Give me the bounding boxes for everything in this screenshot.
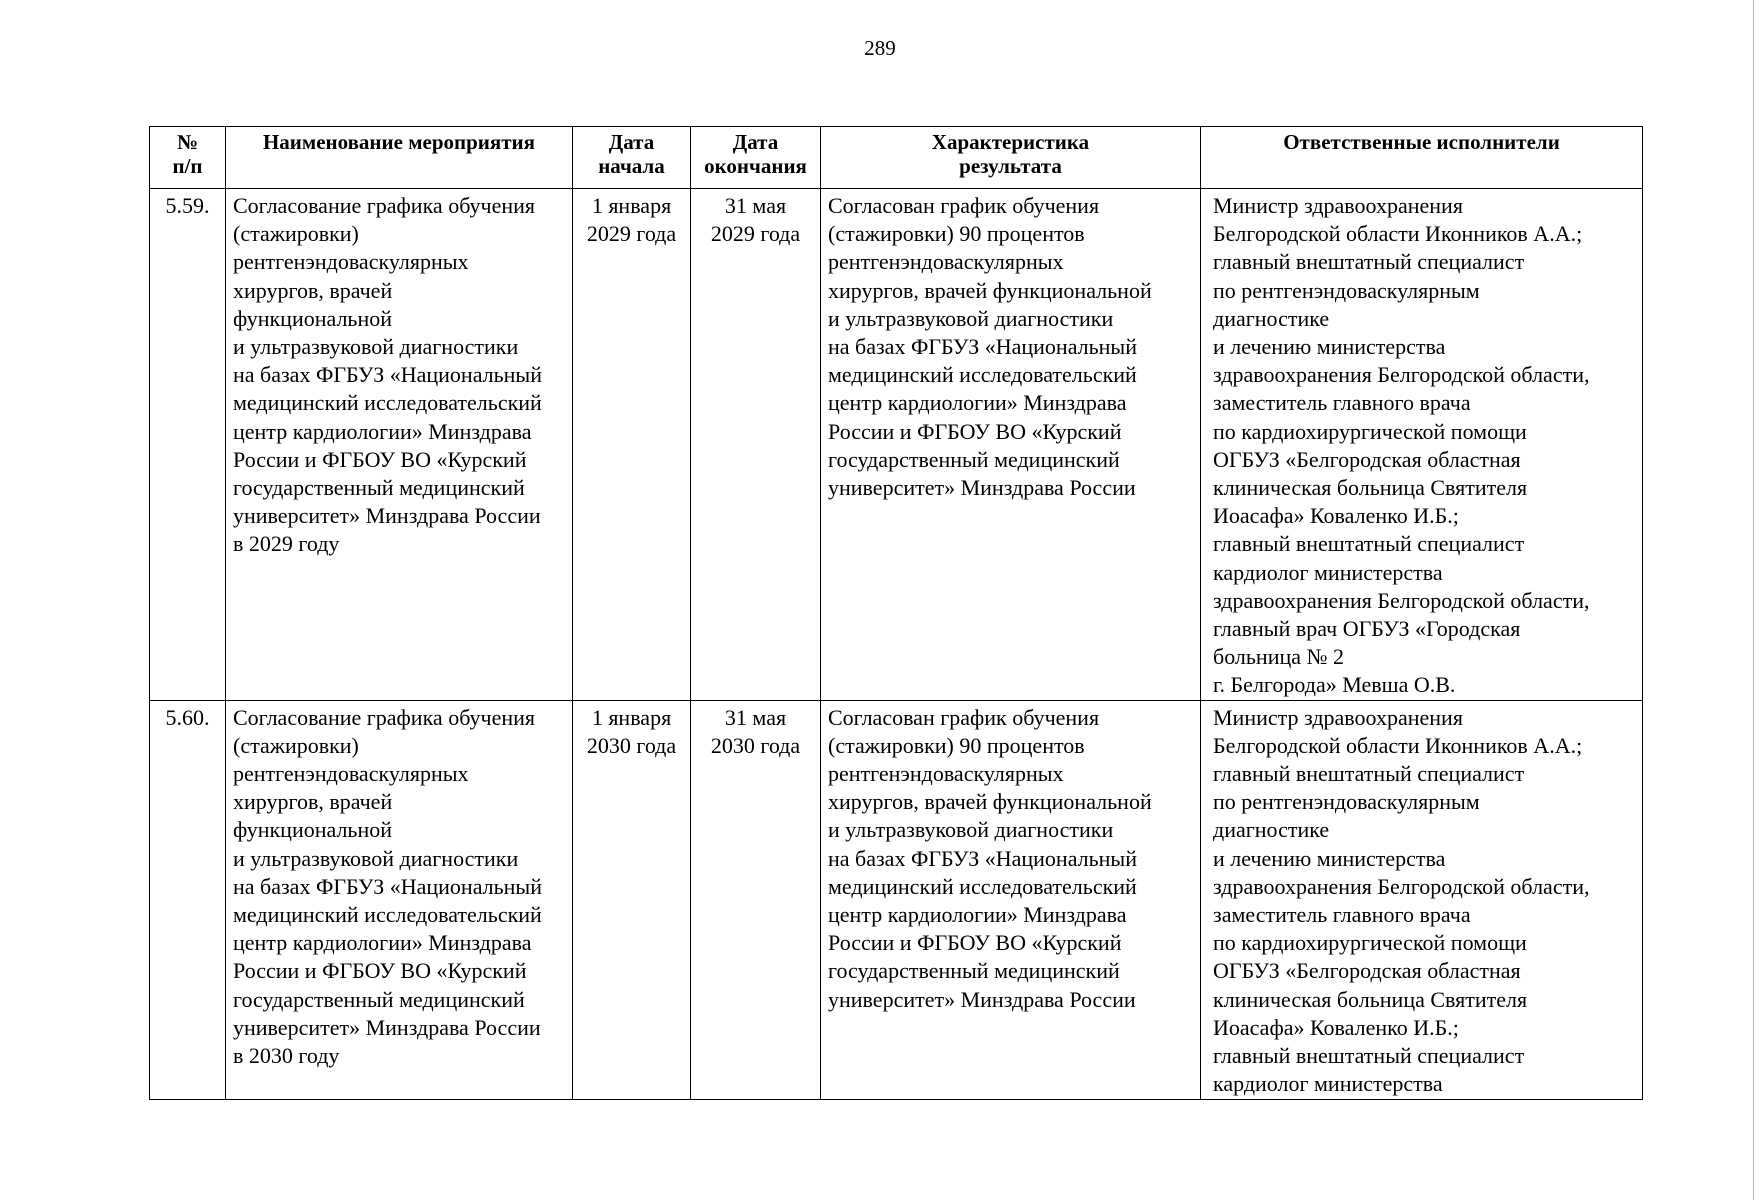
event-name-line: рентгенэндоваскулярных <box>233 761 469 787</box>
event-name-line: (стажировки) <box>233 221 359 247</box>
header-result <box>821 127 1201 189</box>
cell-event-name <box>226 700 573 1099</box>
cell-responsible <box>1201 189 1643 701</box>
responsible-line: и лечению министерства <box>1213 334 1446 360</box>
table-body <box>150 189 1643 1100</box>
header-result-line1: Характеристика <box>931 130 1090 154</box>
event-name-line: медицинский исследовательский <box>233 902 542 928</box>
event-name-line: государственный медицинский <box>233 475 525 501</box>
responsible-line: Иоасафа» Коваленко И.Б.; <box>1213 503 1459 529</box>
cell-end-date <box>691 700 821 1099</box>
header-event-name <box>226 127 573 189</box>
result-line: центр кардиологии» Минздрава <box>828 390 1127 416</box>
responsible-line: заместитель главного врача <box>1213 390 1471 416</box>
header-event-name-line1: Наименование мероприятия <box>262 130 536 154</box>
responsible-line: Иоасафа» Коваленко И.Б.; <box>1213 1014 1459 1040</box>
result-line: на базах ФГБУЗ «Национальный <box>828 334 1137 360</box>
start-date-line: 1 января <box>591 704 672 730</box>
start-date-line: 2030 года <box>586 732 677 758</box>
responsible-line: Министр здравоохранения <box>1213 704 1463 730</box>
end-date-line: 31 мая <box>724 704 787 730</box>
responsible-line: Министр здравоохранения <box>1213 193 1463 218</box>
cell-end-date <box>691 189 821 701</box>
responsible-line: заместитель главного врача <box>1213 902 1471 928</box>
result-line: (стажировки) 90 процентов <box>828 221 1085 247</box>
table-row <box>150 189 1643 701</box>
responsible-line: клиническая больница Святителя <box>1213 475 1528 501</box>
event-name-line: России и ФГБОУ ВО «Курский <box>233 958 527 984</box>
header-responsible-line1: Ответственные исполнители <box>1283 130 1560 154</box>
header-number <box>150 127 226 189</box>
result-line: (стажировки) 90 процентов <box>828 732 1085 758</box>
event-name-line: Согласование графика обучения <box>233 704 536 730</box>
result-line: России и ФГБОУ ВО «Курский <box>828 930 1122 956</box>
responsible-line: г. Белгорода» Мевша О.В. <box>1213 672 1456 698</box>
responsible-line: здравоохранения Белгородской области, <box>1213 362 1590 388</box>
start-date-line: 1 января <box>591 193 672 218</box>
result-line: центр кардиологии» Минздрава <box>828 902 1127 928</box>
table-header <box>150 127 1643 189</box>
responsible-line: кардиолог министерства <box>1213 559 1443 585</box>
table-row <box>150 700 1643 1099</box>
event-name-line: рентгенэндоваскулярных <box>233 249 469 275</box>
event-name-line: на базах ФГБУЗ «Национальный <box>233 873 542 899</box>
result-line: государственный медицинский <box>828 446 1120 472</box>
responsible-line: главный внештатный специалист <box>1213 761 1525 787</box>
header-end-date <box>691 127 821 189</box>
cell-result <box>821 700 1201 1099</box>
result-line: Согласован график обучения <box>828 193 1100 218</box>
result-line: России и ФГБОУ ВО «Курский <box>828 418 1122 444</box>
responsible-line: больница № 2 <box>1213 644 1344 670</box>
responsible-line: Белгородской области Иконников А.А.; <box>1213 732 1583 758</box>
cell-responsible <box>1201 700 1643 1099</box>
result-line: на базах ФГБУЗ «Национальный <box>828 845 1137 871</box>
scan-edge-divider <box>1753 0 1754 1200</box>
event-name-line: функциональной <box>233 817 393 843</box>
event-name-line: (стажировки) <box>233 732 359 758</box>
header-responsible <box>1201 127 1643 189</box>
result-line: университет» Минздрава России <box>828 986 1136 1012</box>
header-end-date-line2: окончания <box>704 154 807 178</box>
result-line: рентгенэндоваскулярных <box>828 249 1064 275</box>
event-name-line: функциональной <box>233 305 393 331</box>
event-name-line: в 2030 году <box>233 1043 340 1069</box>
responsible-line: кардиолог министерства <box>1213 1071 1443 1097</box>
event-name-line: университет» Минздрава России <box>233 503 541 529</box>
responsible-line: диагностике <box>1213 305 1330 331</box>
responsible-line: главный врач ОГБУЗ «Городская <box>1213 616 1521 642</box>
header-start-date-line2: начала <box>598 154 665 178</box>
cell-start-date <box>573 700 691 1099</box>
result-line: хирургов, врачей функциональной <box>828 789 1152 815</box>
header-end-date-line1: Дата <box>732 130 779 154</box>
header-start-date <box>573 127 691 189</box>
responsible-line: по кардиохирургической помощи <box>1213 418 1527 444</box>
responsible-line: главный внештатный специалист <box>1213 249 1525 275</box>
result-line: и ультразвуковой диагностики <box>828 305 1114 331</box>
event-name-line: центр кардиологии» Минздрава <box>233 930 532 956</box>
header-row <box>150 127 1643 189</box>
responsible-line: здравоохранения Белгородской области, <box>1213 873 1590 899</box>
end-date-line: 2030 года <box>710 732 801 758</box>
result-line: Согласован график обучения <box>828 704 1100 730</box>
result-line: хирургов, врачей функциональной <box>828 277 1152 303</box>
responsible-line: здравоохранения Белгородской области, <box>1213 587 1590 613</box>
cell-number: 5.59. <box>150 189 226 701</box>
responsible-line: по кардиохирургической помощи <box>1213 930 1527 956</box>
end-date-line: 2029 года <box>710 221 801 247</box>
responsible-line: клиническая больница Святителя <box>1213 986 1528 1012</box>
cell-start-date <box>573 189 691 701</box>
cell-event-name <box>226 189 573 701</box>
event-name-line: хирургов, врачей <box>233 277 393 303</box>
responsible-line: главный внештатный специалист <box>1213 1043 1525 1069</box>
responsible-line: и лечению министерства <box>1213 845 1446 871</box>
event-name-line: и ультразвуковой диагностики <box>233 334 519 360</box>
responsible-line: диагностике <box>1213 817 1330 843</box>
responsible-line: по рентгенэндоваскулярным <box>1213 277 1480 303</box>
event-name-line: государственный медицинский <box>233 986 525 1012</box>
event-name-line: России и ФГБОУ ВО «Курский <box>233 446 527 472</box>
responsible-line: ОГБУЗ «Белгородская областная <box>1213 446 1521 472</box>
cell-result <box>821 189 1201 701</box>
event-name-line: на базах ФГБУЗ «Национальный <box>233 362 542 388</box>
header-number-line1: № <box>176 130 199 154</box>
header-result-line2: результата <box>959 154 1062 178</box>
result-line: рентгенэндоваскулярных <box>828 761 1064 787</box>
responsible-line: главный внештатный специалист <box>1213 531 1525 557</box>
responsible-line: по рентгенэндоваскулярным <box>1213 789 1480 815</box>
event-name-line: центр кардиологии» Минздрава <box>233 418 532 444</box>
result-line: университет» Минздрава России <box>828 475 1136 501</box>
event-name-line: университет» Минздрава России <box>233 1014 541 1040</box>
result-line: медицинский исследовательский <box>828 873 1137 899</box>
cell-number: 5.60. <box>150 700 226 1099</box>
result-line: государственный медицинский <box>828 958 1120 984</box>
event-name-line: и ультразвуковой диагностики <box>233 845 519 871</box>
event-name-line: медицинский исследовательский <box>233 390 542 416</box>
start-date-line: 2029 года <box>586 221 677 247</box>
responsible-line: ОГБУЗ «Белгородская областная <box>1213 958 1521 984</box>
header-number-line2: п/п <box>172 154 203 178</box>
header-start-date-line1: Дата <box>608 130 655 154</box>
event-name-line: в 2029 году <box>233 531 340 557</box>
result-line: медицинский исследовательский <box>828 362 1137 388</box>
event-name-line: Согласование графика обучения <box>233 193 536 218</box>
events-table <box>149 126 1643 1100</box>
event-name-line: хирургов, врачей <box>233 789 393 815</box>
result-line: и ультразвуковой диагностики <box>828 817 1114 843</box>
end-date-line: 31 мая <box>724 193 787 218</box>
page-number: 289 <box>864 36 896 60</box>
responsible-line: Белгородской области Иконников А.А.; <box>1213 221 1583 247</box>
